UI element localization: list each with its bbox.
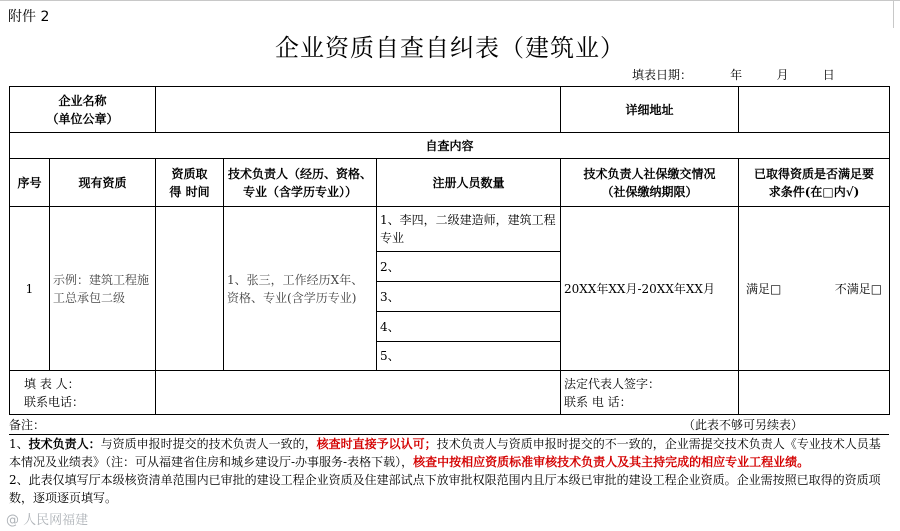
company-name-input[interactable] <box>156 87 561 133</box>
col-time-line1: 资质取 <box>171 166 208 181</box>
col-tech-lead: 技术负责人（经历、资格、专业（含学历专业）） <box>224 159 377 207</box>
filler-cell <box>10 371 156 415</box>
col-meets-line1: 已取得资质是否满足要 <box>754 166 875 181</box>
address-input[interactable] <box>739 87 890 133</box>
watermark: @ 人民网福建 <box>6 513 89 528</box>
note-1-text-a: 与资质申报时提交的技术负责人一致的， <box>100 437 317 451</box>
row-qualification[interactable]: 示例：建筑工程施工总承包二级 <box>50 207 156 371</box>
registered-list <box>377 208 560 370</box>
col-time-line2: 得 时间 <box>169 184 210 199</box>
note-1-highlight-a: 核查时直接予以认可； <box>316 437 437 451</box>
col-social-security <box>561 159 739 207</box>
legal-phone-label: 联系 电 话： <box>564 394 632 409</box>
note-1 <box>9 435 889 471</box>
note-1-index: 1、 <box>9 437 29 451</box>
note-1-heading: 技术负责人： <box>28 437 101 451</box>
company-name-label-cell <box>10 87 156 133</box>
col-social-line2: （社保缴纳期限） <box>601 184 698 199</box>
address-label: 详细地址 <box>561 87 739 133</box>
meets-no-checkbox[interactable]: 不满足□ <box>834 281 883 296</box>
notes-section <box>9 416 889 507</box>
row-time-input[interactable] <box>156 207 224 371</box>
meets-yes-checkbox[interactable]: 满足□ <box>746 281 782 296</box>
legal-rep-input[interactable] <box>739 371 890 415</box>
row-meets-cell <box>739 207 890 371</box>
company-name-label: 企业名称 <box>58 93 107 108</box>
row-social-security[interactable]: 20XX年XX月-20XX年XX月 <box>561 207 739 371</box>
row-tech-lead[interactable]: 1、张三，工作经历X年、资格、专业(含学历专业) <box>224 207 377 371</box>
col-seq: 序号 <box>10 159 50 207</box>
sheet-top-edge <box>0 0 900 3</box>
page-title: 企业资质自查自纠表（建筑业） <box>275 34 625 62</box>
col-meets <box>739 159 890 207</box>
row-registered-cell <box>377 207 561 371</box>
col-qualification: 现有资质 <box>50 159 156 207</box>
registered-item[interactable]: 4、 <box>377 312 560 342</box>
note-1-highlight-b: 核查中按相应资质标准审核技术负责人及其主持完成的相应专业工程业绩。 <box>413 455 810 469</box>
company-seal-label: （单位公章） <box>46 111 119 126</box>
legal-rep-cell <box>561 371 739 415</box>
self-check-table <box>9 86 890 415</box>
attachment-label: 附件 2 <box>8 9 50 25</box>
registered-item[interactable]: 3、 <box>377 282 560 312</box>
note-1-text-b: 技术负责人与资质申报时提交的不一致的，企业需提交技术负责人《专业技术人员基本情况及业绩表》（注：可从福建省住房和城乡建设厅-办事服务-表格下载）， <box>9 437 881 469</box>
col-meets-line2: 求条件(在□内√) <box>768 184 860 199</box>
filler-phone-label: 联系电话： <box>24 394 85 409</box>
fill-date-line: 填表日期： 年 月 日 <box>632 68 835 82</box>
col-registered: 注册人员数量 <box>377 159 561 207</box>
col-social-line1: 技术负责人社保缴交情况 <box>583 166 716 181</box>
filler-input[interactable] <box>156 371 561 415</box>
note-2: 2、此表仅填写厅本级核资清单范围内已审批的建设工程企业资质及住建部试点下放审批权限范围内且厅本级已审批的建设工程企业资质。企业需按照已取得的资质项数，逐项逐页填写。 <box>9 473 881 505</box>
registered-item[interactable]: 5、 <box>380 348 400 363</box>
notes-header <box>9 416 889 434</box>
sheet-right-edge <box>893 0 894 28</box>
section-title: 自查内容 <box>10 133 890 159</box>
registered-item[interactable]: 1、李四，二级建造师，建筑工程专业 <box>377 208 560 252</box>
registered-item[interactable]: 2、 <box>377 252 560 282</box>
legal-sign-label: 法定代表人签字： <box>564 376 661 391</box>
continue-note: （此表不够可另续表） <box>682 418 803 432</box>
row-seq: 1 <box>10 207 50 371</box>
filler-label: 填 表 人： <box>24 376 80 391</box>
notes-label: 备注： <box>9 418 46 432</box>
col-time <box>156 159 224 207</box>
